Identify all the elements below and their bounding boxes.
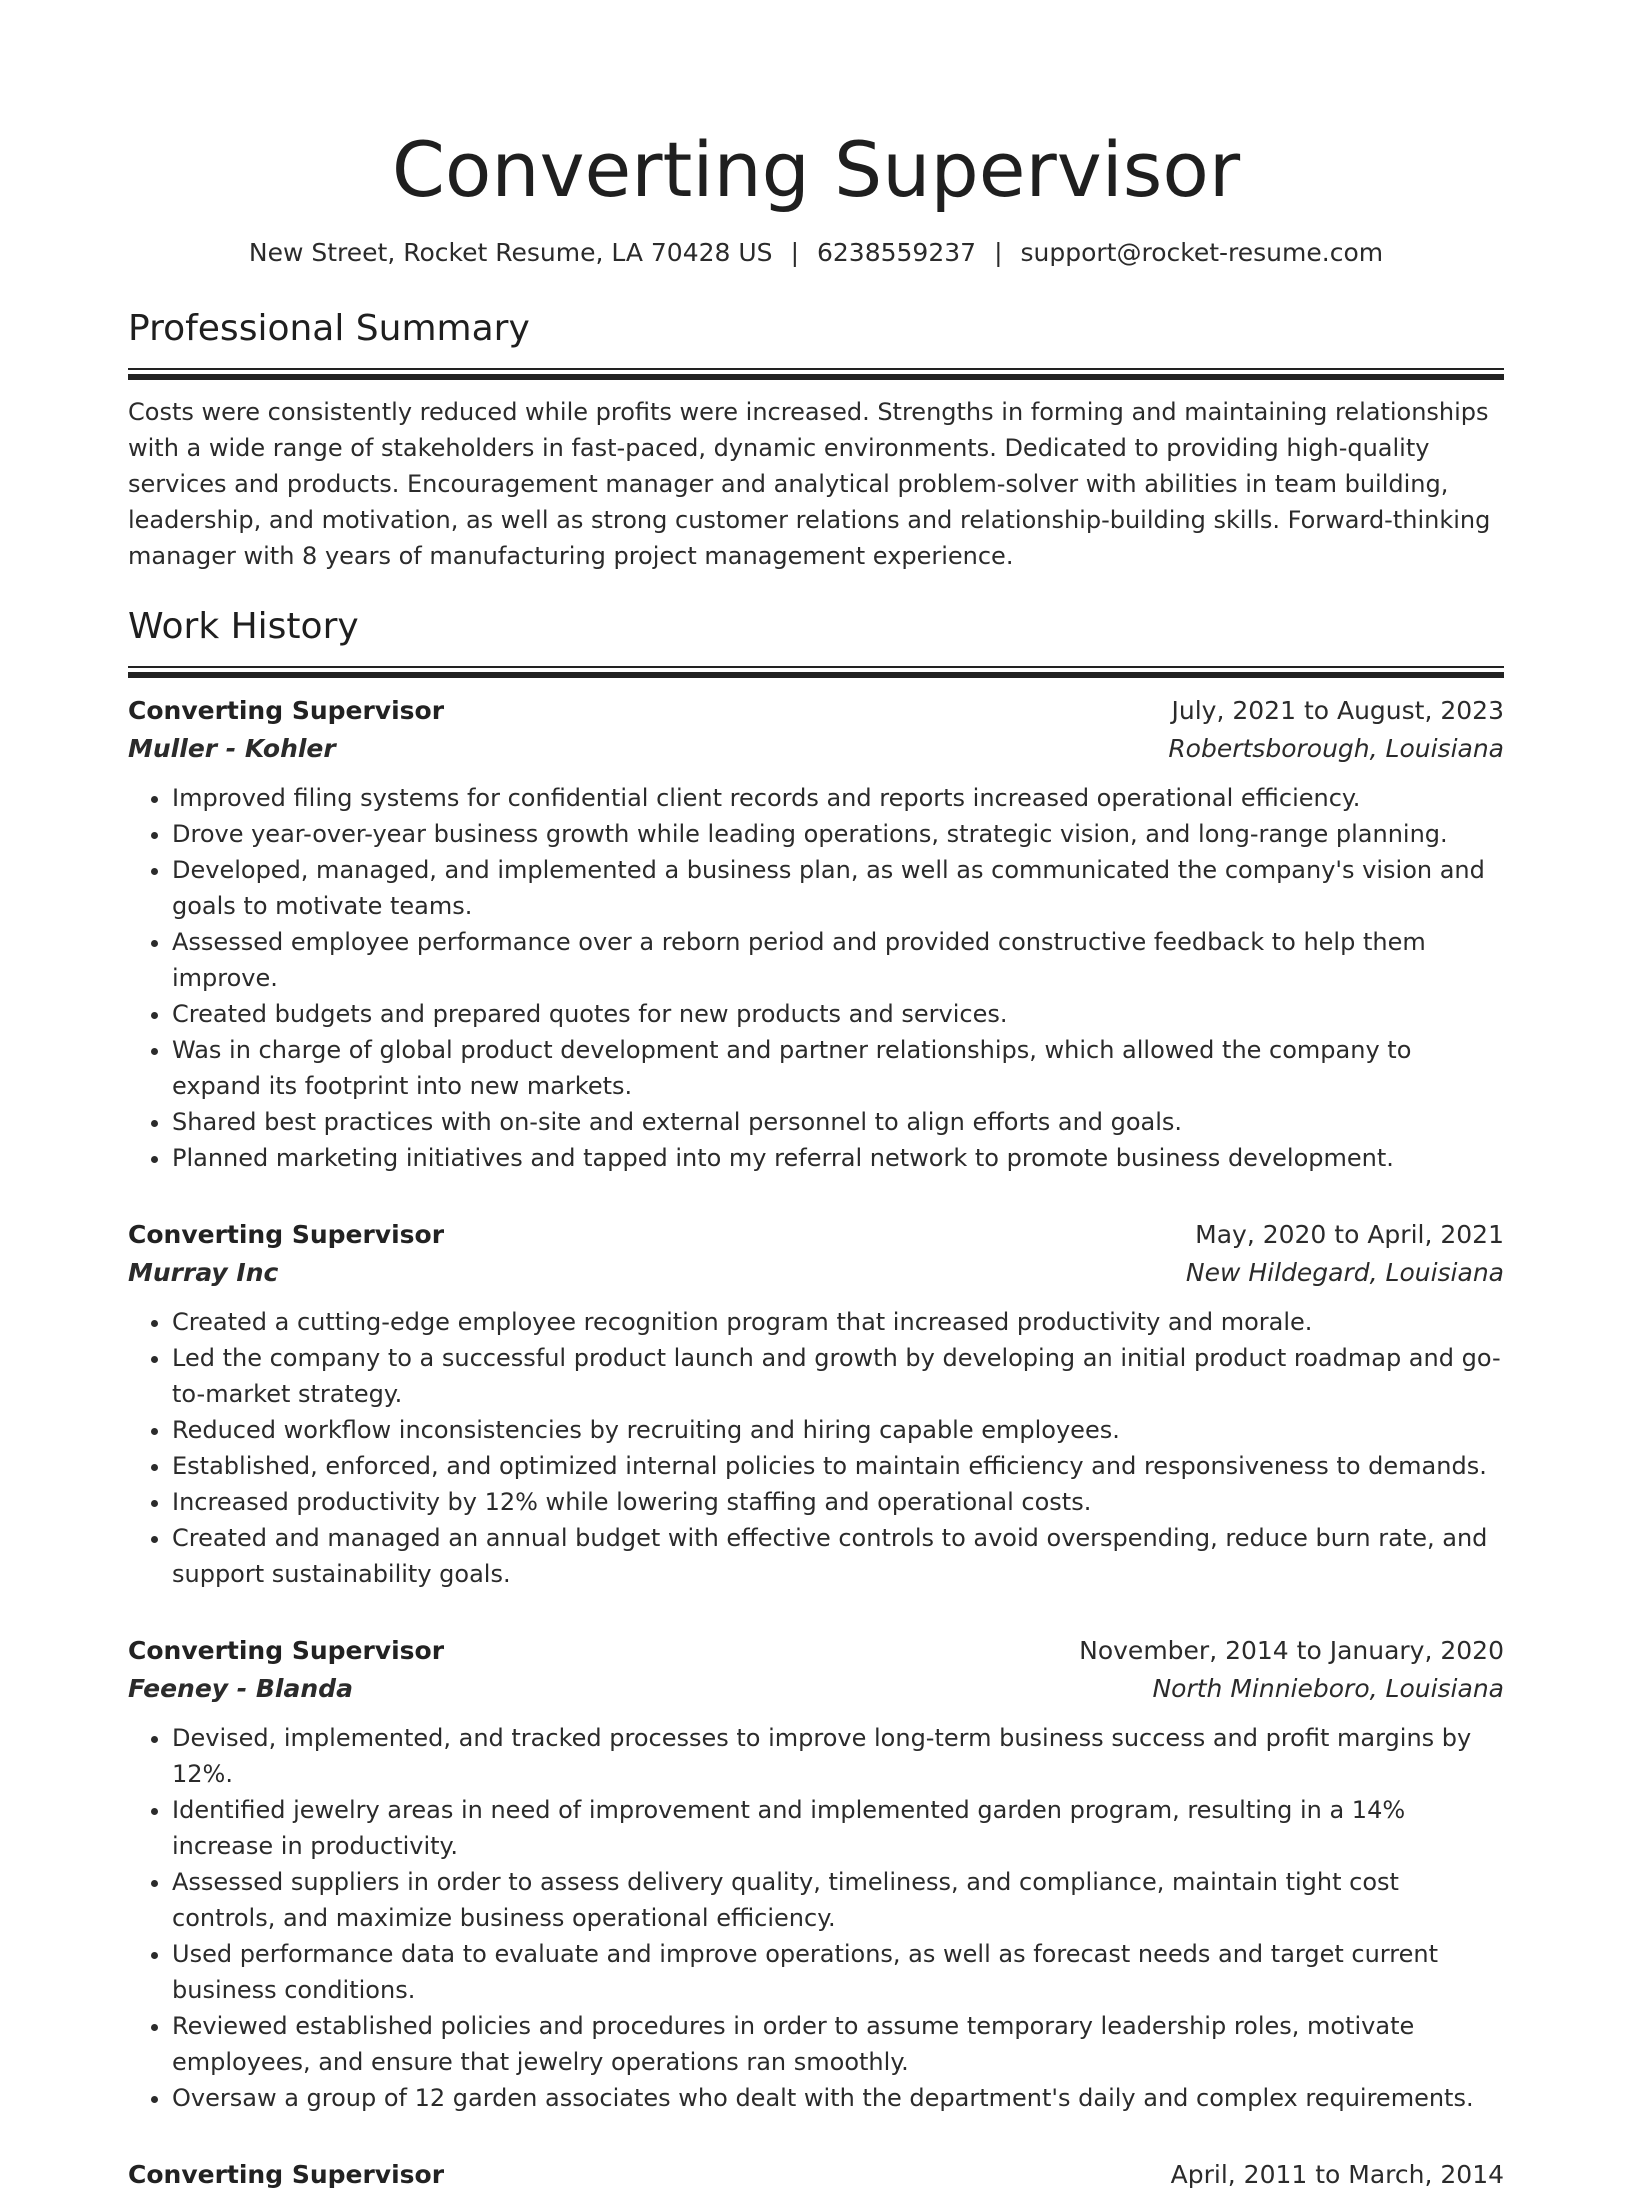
job-bullet: • Created and managed an annual budget with effective controls to avoid overspending, reduce burn rate, and support sustainability goals. [172,1520,1504,1592]
job-bullet: • Devised, implemented, and tracked processes to improve long-term business success and profit margins by 12%. [172,1720,1504,1792]
job-location: North Minnieboro, Louisiana [1152,1674,1504,1703]
section-divider [128,368,1504,380]
job-header-row [128,2156,1504,2194]
job-bullet: • Planned marketing initiatives and tapped into my referral network to promote business development. [172,1140,1504,1176]
job-bullet: • Increased productivity by 12% while lowering staffing and operational costs. [172,1484,1504,1520]
section-divider [128,666,1504,678]
contact-separator: | [790,238,799,267]
job-dates: May, 2020 to April, 2021 [1195,1220,1504,1249]
job-bullet: • Assessed employee performance over a reborn period and provided constructive feedback to help them improve. [172,924,1504,996]
job-bullet: • Established, enforced, and optimized internal policies to maintain efficiency and responsiveness to demands. [172,1448,1504,1484]
resume-page [128,0,1504,2194]
job-bullet: • Assessed suppliers in order to assess delivery quality, timeliness, and compliance, maintain tight cost controls, and maximize business operational efficiency. [172,1864,1504,1936]
job-bullet: • Oversaw a group of 12 garden associates who dealt with the department's daily and complex requirements. [172,2080,1504,2116]
job-location: New Hildegard, Louisiana [1185,1258,1504,1287]
job-bullet: • Used performance data to evaluate and improve operations, as well as forecast needs and target current business conditions. [172,1936,1504,2008]
job-dates: November, 2014 to January, 2020 [1079,1636,1504,1665]
job-bullet: • Identified jewelry areas in need of improvement and implemented garden program, resulting in a 14% increase in productivity. [172,1792,1504,1864]
section-title-work-history: Work History [128,606,359,647]
contact-phone[interactable]: 6238559237 [817,238,977,267]
job-entry [128,692,1504,1176]
job-header-row [128,1216,1504,1254]
job-company-row [128,1670,1504,1708]
contact-separator: | [994,238,1003,267]
job-dates: April, 2011 to March, 2014 [1170,2160,1504,2189]
job-entry [128,2156,1504,2194]
summary-text: Costs were consistently reduced while profits were increased. Strengths in forming and maintaining relationships with a wide range of stakeholders in fast-paced, dynamic environments. Dedicated to providing high-quality services and products. Encouragement manager and analytical problem-solver with abilities in team building, leadership, and motivation, as well as strong customer relations and relationship-building skills. Forward-thinking manager with 8 years of manufacturing project management experience. [128,398,1491,570]
section-title-summary: Professional Summary [128,308,530,349]
company-name: Muller - Kohler [128,734,336,763]
contact-line [128,236,1504,270]
job-title: Converting Supervisor [128,2160,445,2189]
job-bullet: • Created budgets and prepared quotes for new products and services. [172,996,1504,1032]
job-company-row [128,1254,1504,1292]
job-bullet-list [128,1304,1504,1592]
job-bullet: • Was in charge of global product development and partner relationships, which allowed the company to expand its footprint into new markets. [172,1032,1504,1104]
job-bullet: • Led the company to a successful product launch and growth by developing an initial product roadmap and go-to-market strategy. [172,1340,1504,1412]
job-company-row [128,730,1504,768]
company-name: Feeney - Blanda [128,1674,353,1703]
work-history-section [128,604,1504,2194]
job-title: Converting Supervisor [128,1636,445,1665]
job-bullet: • Reviewed established policies and procedures in order to assume temporary leadership roles, motivate employees, and ensure that jewelry operations ran smoothly. [172,2008,1504,2080]
job-header-row [128,1632,1504,1670]
job-location: Robertsborough, Louisiana [1168,734,1504,763]
job-dates: July, 2021 to August, 2023 [1171,696,1504,725]
job-bullet: • Developed, managed, and implemented a business plan, as well as communicated the company's vision and goals to motivate teams. [172,852,1504,924]
job-bullet-list [128,1720,1504,2116]
job-list [128,692,1504,2194]
contact-email[interactable]: support@rocket-resume.com [1020,238,1384,267]
job-bullet: • Created a cutting-edge employee recognition program that increased productivity and morale. [172,1304,1504,1340]
contact-address: New Street, Rocket Resume, LA 70428 US [248,238,773,267]
company-name: Murray Inc [128,1258,279,1287]
job-bullet: • Improved filing systems for confidential client records and reports increased operational efficiency. [172,780,1504,816]
job-bullet: • Shared best practices with on-site and external personnel to align efforts and goals. [172,1104,1504,1140]
job-bullet: • Drove year-over-year business growth while leading operations, strategic vision, and long-range planning. [172,816,1504,852]
job-entry [128,1216,1504,1592]
job-entry [128,1632,1504,2116]
job-bullet-list [128,780,1504,1176]
candidate-name: Converting Supervisor [391,125,1241,214]
job-title: Converting Supervisor [128,696,445,725]
professional-summary-section [128,306,1504,574]
job-bullet: • Reduced workflow inconsistencies by recruiting and hiring capable employees. [172,1412,1504,1448]
job-header-row [128,692,1504,730]
job-title: Converting Supervisor [128,1220,445,1249]
